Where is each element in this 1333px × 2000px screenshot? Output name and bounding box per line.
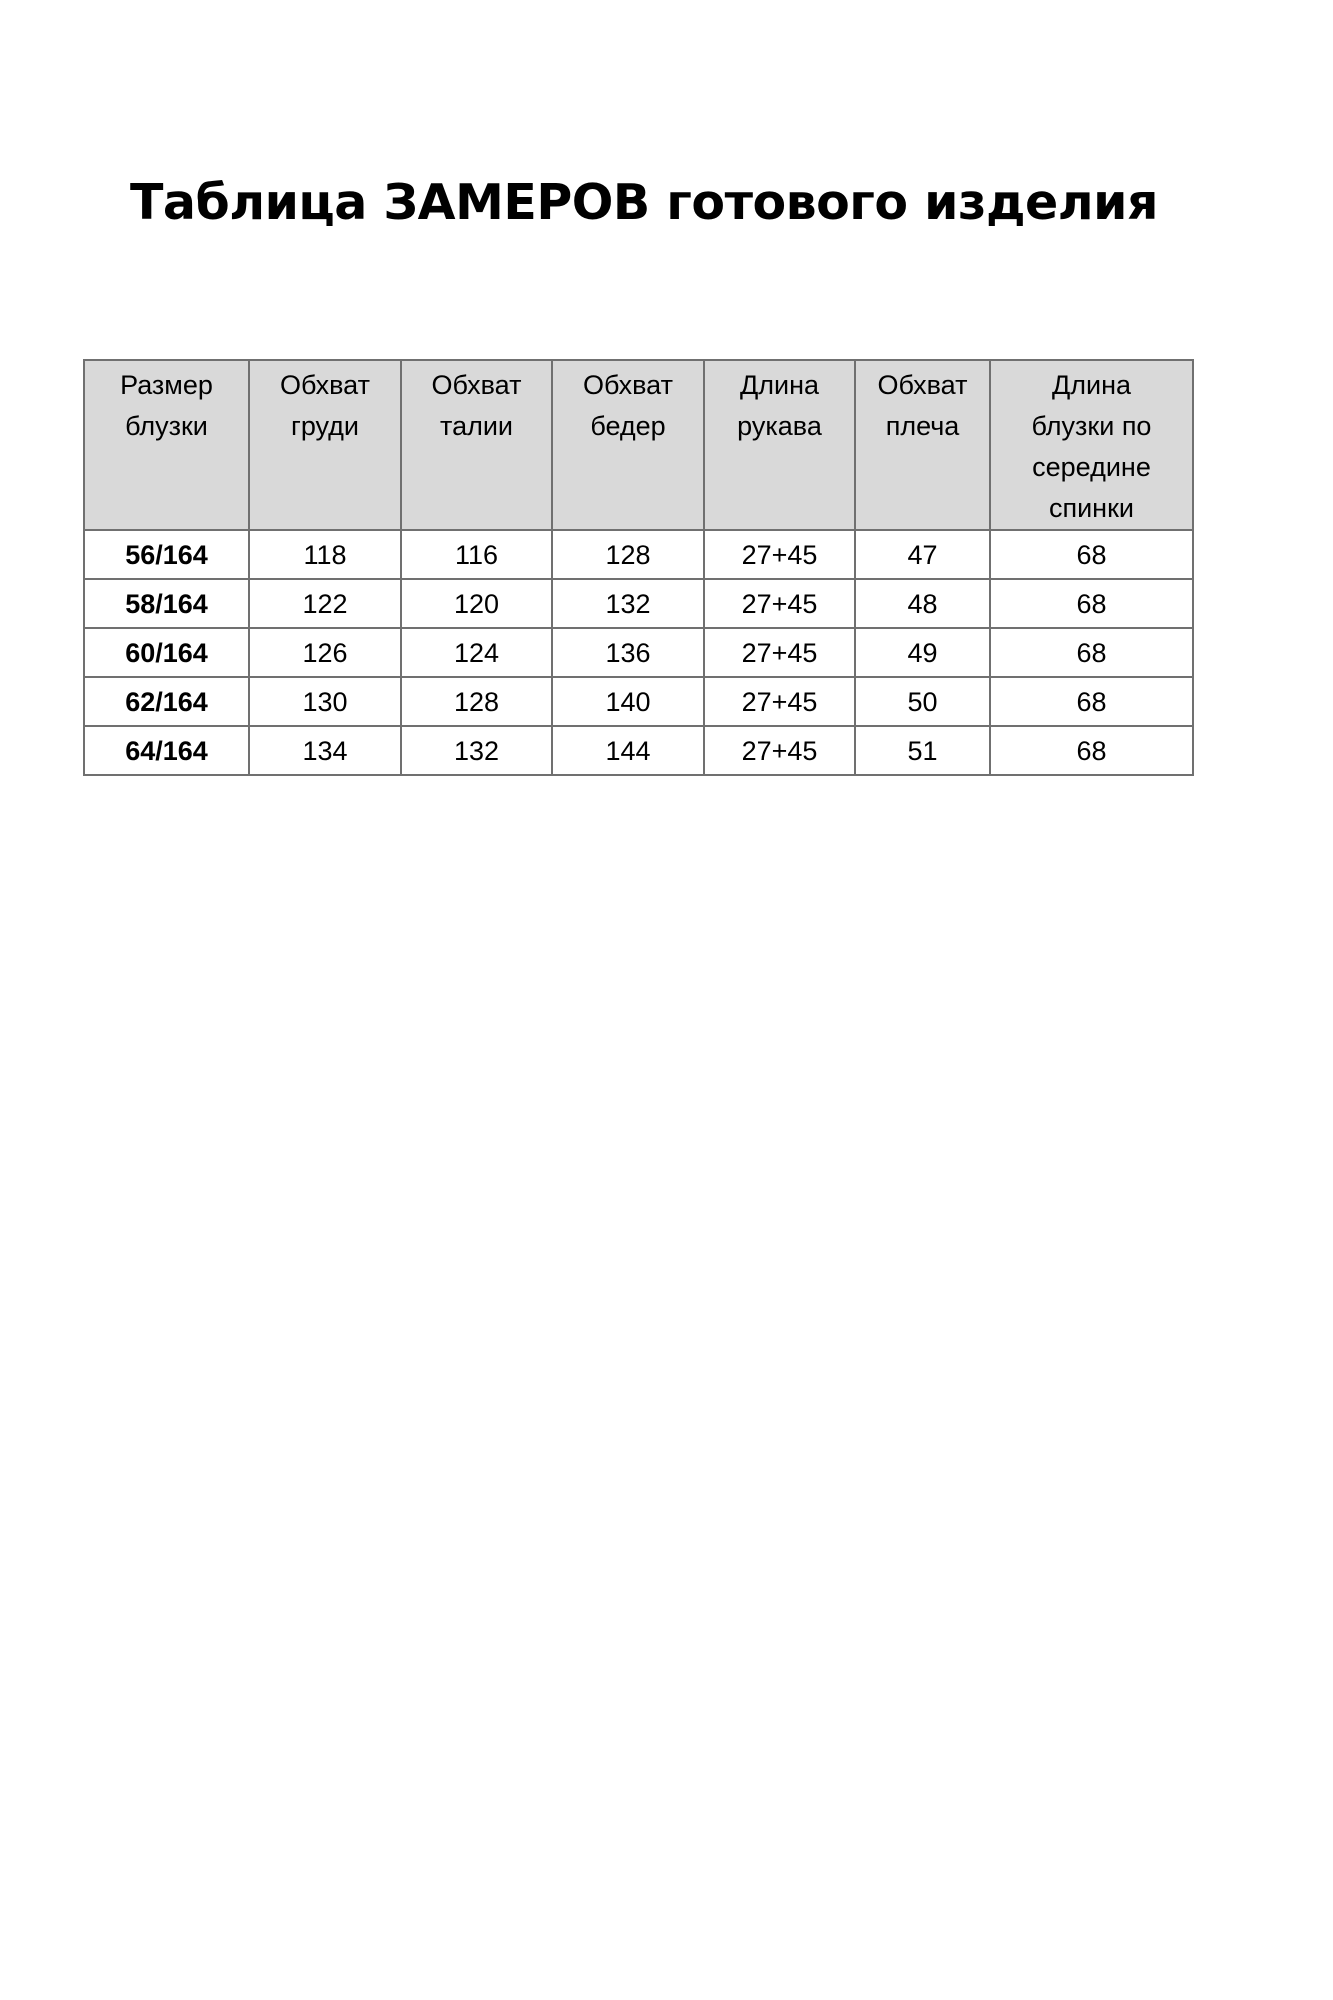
header-line: Обхват xyxy=(877,370,968,400)
table-cell: 124 xyxy=(401,628,552,677)
table-cell: 128 xyxy=(401,677,552,726)
table-cell: 68 xyxy=(990,530,1193,579)
header-size xyxy=(84,360,249,530)
size-cell: 56/164 xyxy=(84,530,249,579)
table-cell: 136 xyxy=(552,628,704,677)
table-cell: 49 xyxy=(855,628,990,677)
table-cell: 132 xyxy=(401,726,552,775)
table-row xyxy=(84,677,1193,726)
table-cell: 68 xyxy=(990,579,1193,628)
table-cell: 144 xyxy=(552,726,704,775)
measurements-table-container xyxy=(83,359,1192,776)
header-chest xyxy=(249,360,401,530)
table-cell: 130 xyxy=(249,677,401,726)
table-cell: 27+45 xyxy=(704,579,855,628)
page-title: Таблица ЗАМЕРОВ готового изделия xyxy=(130,174,1158,231)
measurements-table xyxy=(83,359,1194,776)
header-hips xyxy=(552,360,704,530)
header-line: блузки xyxy=(125,411,208,441)
header-back-length xyxy=(990,360,1193,530)
table-row xyxy=(84,579,1193,628)
table-header-row xyxy=(84,360,1193,530)
table-cell: 116 xyxy=(401,530,552,579)
header-line: Обхват xyxy=(431,370,522,400)
header-line: Обхват xyxy=(583,370,673,400)
header-line: рукава xyxy=(737,411,822,441)
table-cell: 126 xyxy=(249,628,401,677)
table-cell: 118 xyxy=(249,530,401,579)
size-cell: 62/164 xyxy=(84,677,249,726)
header-line: Размер xyxy=(120,370,213,400)
header-line: талии xyxy=(440,411,513,441)
table-cell: 27+45 xyxy=(704,628,855,677)
header-line: середине xyxy=(1032,452,1151,482)
header-line: груди xyxy=(290,411,359,441)
table-cell: 51 xyxy=(855,726,990,775)
table-row xyxy=(84,530,1193,579)
size-cell: 58/164 xyxy=(84,579,249,628)
table-cell: 134 xyxy=(249,726,401,775)
table-cell: 27+45 xyxy=(704,530,855,579)
table-cell: 68 xyxy=(990,726,1193,775)
table-cell: 27+45 xyxy=(704,677,855,726)
header-line: бедер xyxy=(590,411,666,441)
size-cell: 64/164 xyxy=(84,726,249,775)
header-waist xyxy=(401,360,552,530)
table-cell: 68 xyxy=(990,628,1193,677)
size-cell: 60/164 xyxy=(84,628,249,677)
header-sleeve-length xyxy=(704,360,855,530)
table-cell: 50 xyxy=(855,677,990,726)
table-cell: 122 xyxy=(249,579,401,628)
header-line: Длина xyxy=(1051,370,1132,400)
header-line: плеча xyxy=(885,411,960,441)
table-cell: 47 xyxy=(855,530,990,579)
header-line: спинки xyxy=(1048,493,1134,523)
header-line: блузки по xyxy=(1031,411,1152,441)
table-row xyxy=(84,628,1193,677)
table-cell: 140 xyxy=(552,677,704,726)
table-cell: 48 xyxy=(855,579,990,628)
header-shoulder xyxy=(855,360,990,530)
header-line: Длина xyxy=(739,370,820,400)
table-row xyxy=(84,726,1193,775)
table-cell: 120 xyxy=(401,579,552,628)
header-line: Обхват xyxy=(280,370,370,400)
table-cell: 27+45 xyxy=(704,726,855,775)
table-cell: 68 xyxy=(990,677,1193,726)
table-cell: 128 xyxy=(552,530,704,579)
table-cell: 132 xyxy=(552,579,704,628)
